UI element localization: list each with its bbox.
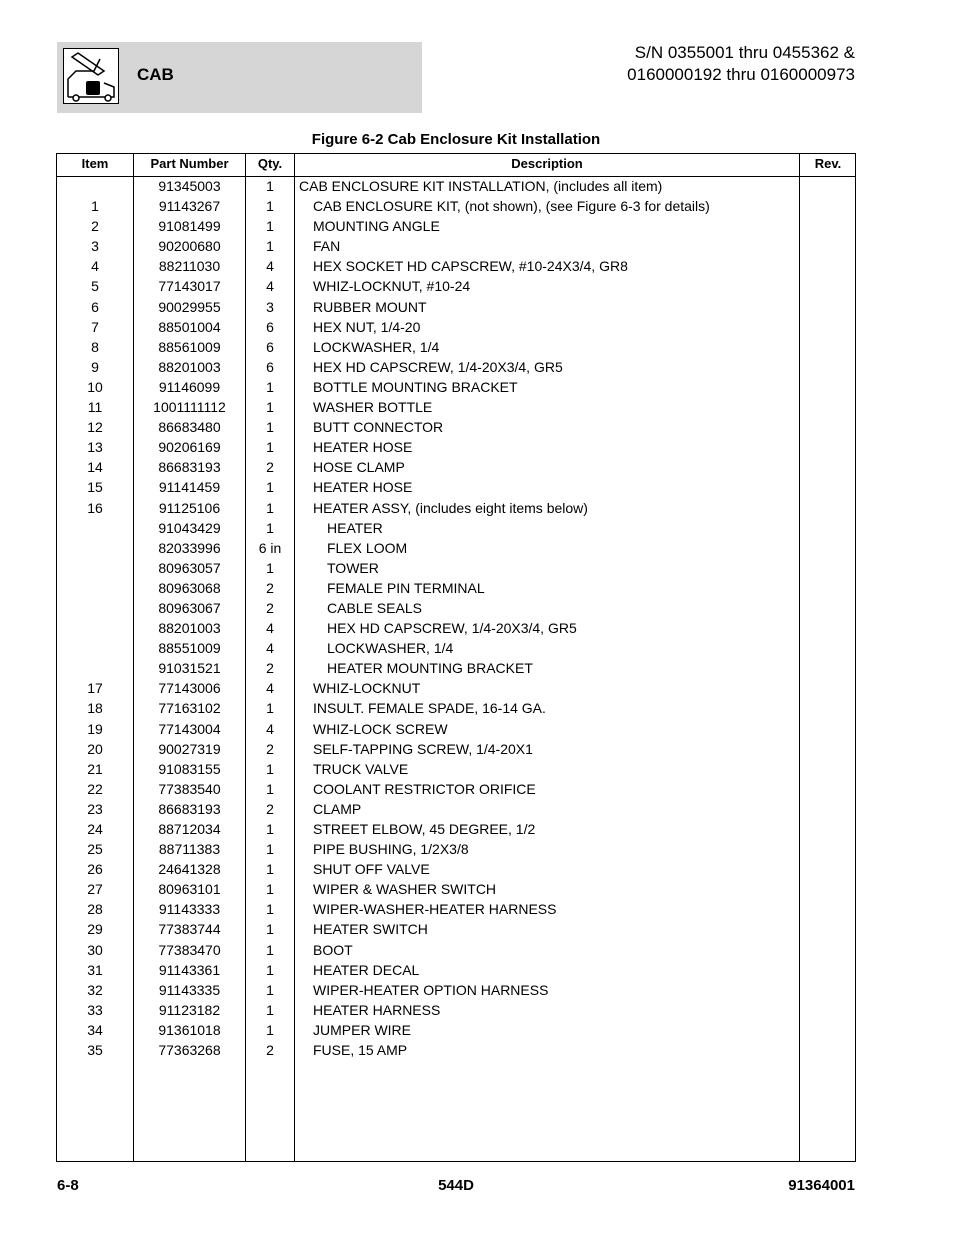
part-number-cell: 91125106 xyxy=(158,499,221,516)
description-cell: WHIZ-LOCKNUT, #10-24 xyxy=(313,278,471,295)
table-row xyxy=(57,237,855,257)
description-cell: TRUCK VALVE xyxy=(313,760,409,777)
item-cell: 7 xyxy=(91,318,99,335)
item-cell: 30 xyxy=(87,941,103,958)
item-cell: 10 xyxy=(87,378,103,395)
part-number-cell: 91141459 xyxy=(158,479,221,496)
description-cell: HEATER DECAL xyxy=(313,961,420,978)
qty-cell: 1 xyxy=(266,198,274,215)
part-number-cell: 88711383 xyxy=(158,841,221,858)
part-number-cell: 77383744 xyxy=(158,921,221,938)
description-cell: HEATER MOUNTING BRACKET xyxy=(327,660,533,677)
qty-cell: 1 xyxy=(266,419,274,436)
part-number-cell: 88201003 xyxy=(158,620,221,637)
item-cell: 23 xyxy=(87,800,103,817)
serial-line-1: S/N 0355001 thru 0455362 & xyxy=(634,43,855,62)
table-row xyxy=(57,217,855,237)
part-number-cell: 82033996 xyxy=(158,539,221,556)
description-cell: FLEX LOOM xyxy=(327,539,408,556)
qty-cell: 1 xyxy=(266,439,274,456)
table-row xyxy=(57,519,855,539)
item-cell: 33 xyxy=(87,1001,103,1018)
description-cell: MOUNTING ANGLE xyxy=(313,218,440,235)
qty-cell: 6 in xyxy=(258,539,282,556)
table-row xyxy=(57,619,855,639)
qty-cell: 1 xyxy=(266,780,274,797)
description-cell: FUSE, 15 AMP xyxy=(313,1042,408,1059)
part-number-cell: 77363268 xyxy=(158,1042,221,1059)
table-row xyxy=(57,358,855,378)
table-row xyxy=(57,1021,855,1041)
table-row xyxy=(57,900,855,920)
item-cell: 26 xyxy=(87,861,103,878)
qty-cell: 1 xyxy=(266,399,274,416)
part-number-cell: 91361018 xyxy=(158,1021,221,1038)
qty-cell: 2 xyxy=(266,800,274,817)
serial-range xyxy=(627,42,855,86)
table-row xyxy=(57,840,855,860)
part-number-cell: 91143333 xyxy=(158,901,221,918)
item-cell: 5 xyxy=(91,278,99,295)
table-row xyxy=(57,298,855,318)
item-cell: 13 xyxy=(87,439,103,456)
table-row xyxy=(57,418,855,438)
item-cell: 19 xyxy=(87,720,103,737)
qty-cell: 2 xyxy=(266,1042,274,1059)
part-number-cell: 90206169 xyxy=(158,439,221,456)
description-cell: HEATER ASSY, (includes eight items below) xyxy=(313,499,588,516)
qty-cell: 1 xyxy=(266,821,274,837)
item-cell: 3 xyxy=(91,238,99,255)
item-cell: 21 xyxy=(87,760,103,777)
description-cell: INSULT. FEMALE SPADE, 16-14 GA. xyxy=(313,700,546,717)
description-cell: WHIZ-LOCKNUT xyxy=(313,680,421,697)
qty-cell: 1 xyxy=(266,238,274,255)
item-cell: 14 xyxy=(87,459,103,476)
table-row xyxy=(57,961,855,981)
part-number-cell: 77143006 xyxy=(158,680,221,697)
description-cell: WASHER BOTTLE xyxy=(313,399,433,416)
part-number-cell: 77143004 xyxy=(158,720,221,737)
description-cell: WIPER & WASHER SWITCH xyxy=(313,881,497,898)
part-number-cell: 88551009 xyxy=(158,640,221,657)
item-cell: 4 xyxy=(91,258,99,275)
part-number-cell: 88201003 xyxy=(158,358,221,375)
qty-cell: 1 xyxy=(266,841,274,858)
part-number-cell: 24641328 xyxy=(158,861,221,878)
description-cell: LOCKWASHER, 1/4 xyxy=(313,338,440,355)
column-header-qty: Qty. xyxy=(257,156,283,171)
description-cell: CAB ENCLOSURE KIT, (not shown), (see Figure 6-3 for details) xyxy=(313,198,710,215)
qty-cell: 1 xyxy=(266,218,274,235)
table-row xyxy=(57,720,855,740)
table-row xyxy=(57,699,855,719)
column-header-rev: Rev. xyxy=(814,156,842,171)
description-cell: COOLANT RESTRICTOR ORIFICE xyxy=(313,780,536,797)
item-cell: 12 xyxy=(87,419,103,436)
description-cell: HEX SOCKET HD CAPSCREW, #10-24X3/4, GR8 xyxy=(313,258,628,275)
qty-cell: 1 xyxy=(266,921,274,938)
table-row xyxy=(57,820,855,840)
qty-cell: 1 xyxy=(266,941,274,958)
item-cell: 18 xyxy=(87,700,103,717)
qty-cell: 1 xyxy=(266,559,274,576)
part-number-cell: 86683480 xyxy=(158,419,221,436)
part-number-cell: 77383540 xyxy=(158,780,221,797)
table-row xyxy=(57,941,855,961)
qty-cell: 2 xyxy=(266,579,274,596)
table-row xyxy=(57,539,855,559)
qty-cell: 4 xyxy=(266,720,274,737)
description-cell: HEX NUT, 1/4-20 xyxy=(313,318,421,335)
item-cell: 32 xyxy=(87,981,103,998)
table-row xyxy=(57,197,855,217)
item-cell: 2 xyxy=(91,218,99,235)
item-cell: 16 xyxy=(87,499,103,516)
qty-cell: 1 xyxy=(266,961,274,978)
description-cell: HEX HD CAPSCREW, 1/4-20X3/4, GR5 xyxy=(313,358,563,375)
table-row xyxy=(57,559,855,579)
description-cell: HEX HD CAPSCREW, 1/4-20X3/4, GR5 xyxy=(327,620,577,637)
table-row xyxy=(57,981,855,1001)
description-cell: CAB ENCLOSURE KIT INSTALLATION, (includes all item) xyxy=(299,178,663,194)
table-row xyxy=(57,438,855,458)
item-cell: 34 xyxy=(87,1021,103,1038)
description-cell: SHUT OFF VALVE xyxy=(313,861,430,878)
qty-cell: 6 xyxy=(266,358,274,375)
description-cell: HEATER HOSE xyxy=(313,479,413,496)
table-row xyxy=(57,679,855,699)
qty-cell: 3 xyxy=(266,298,274,315)
description-cell: HOSE CLAMP xyxy=(313,459,405,476)
qty-cell: 4 xyxy=(266,620,274,637)
description-cell: BUTT CONNECTOR xyxy=(313,419,444,436)
part-number-cell: 90200680 xyxy=(158,238,221,255)
description-cell: STREET ELBOW, 45 DEGREE, 1/2 xyxy=(313,821,536,837)
part-number-cell: 88712034 xyxy=(158,821,221,837)
table-row xyxy=(57,277,855,297)
table-row xyxy=(57,599,855,619)
part-number-cell: 91345003 xyxy=(158,178,221,194)
item-cell: 35 xyxy=(87,1042,103,1059)
table-row xyxy=(57,338,855,358)
table-row xyxy=(57,257,855,277)
qty-cell: 6 xyxy=(266,318,274,335)
part-number-cell: 90027319 xyxy=(158,740,221,757)
table-row xyxy=(57,478,855,498)
item-cell: 11 xyxy=(87,399,103,416)
table-row xyxy=(57,1001,855,1021)
part-number-cell: 77383470 xyxy=(158,941,221,958)
qty-cell: 1 xyxy=(266,1021,274,1038)
part-number-cell: 91031521 xyxy=(158,660,221,677)
parts-table xyxy=(56,153,856,1162)
table-row xyxy=(57,780,855,800)
item-cell: 28 xyxy=(87,901,103,918)
description-cell: BOOT xyxy=(313,941,353,958)
part-number-cell: 80963068 xyxy=(158,579,221,596)
item-cell: 29 xyxy=(87,921,103,938)
table-row xyxy=(57,579,855,599)
table-row xyxy=(57,860,855,880)
description-cell: WHIZ-LOCK SCREW xyxy=(313,720,448,737)
item-cell: 6 xyxy=(91,298,99,315)
cab-section-icon xyxy=(63,48,119,104)
part-number-cell: 77143017 xyxy=(158,278,221,295)
table-row xyxy=(57,499,855,519)
qty-cell: 1 xyxy=(266,499,274,516)
part-number-cell: 86683193 xyxy=(158,459,221,476)
column-header-description: Description xyxy=(511,156,583,171)
qty-cell: 4 xyxy=(266,258,274,275)
section-title: CAB xyxy=(137,65,174,84)
page-number: 6-8 xyxy=(57,1177,79,1194)
table-row xyxy=(57,177,855,197)
item-cell: 27 xyxy=(87,881,103,898)
table-row xyxy=(57,318,855,338)
table-body xyxy=(57,177,855,1061)
part-number-cell: 1001111112 xyxy=(153,399,226,416)
description-cell: JUMPER WIRE xyxy=(313,1021,411,1038)
part-number-cell: 91146099 xyxy=(158,378,221,395)
qty-cell: 1 xyxy=(266,700,274,717)
item-cell: 15 xyxy=(87,479,103,496)
item-cell: 8 xyxy=(91,338,99,355)
qty-cell: 4 xyxy=(266,680,274,697)
description-cell: BOTTLE MOUNTING BRACKET xyxy=(313,378,518,395)
qty-cell: 1 xyxy=(266,861,274,878)
qty-cell: 1 xyxy=(266,519,274,536)
part-number-cell: 91143335 xyxy=(158,981,221,998)
item-cell: 22 xyxy=(87,780,103,797)
description-cell: HEATER xyxy=(327,519,383,536)
part-number-cell: 91143361 xyxy=(158,961,221,978)
part-number-cell: 91123182 xyxy=(158,1001,221,1018)
qty-cell: 4 xyxy=(266,640,274,657)
part-number-cell: 88211030 xyxy=(158,258,221,275)
qty-cell: 2 xyxy=(266,459,274,476)
table-row xyxy=(57,1041,855,1061)
description-cell: CABLE SEALS xyxy=(327,599,422,616)
table-row xyxy=(57,458,855,478)
table-row xyxy=(57,639,855,659)
table-row xyxy=(57,880,855,900)
description-cell: FAN xyxy=(313,238,341,255)
figure-title: Figure 6-2 Cab Enclosure Kit Installation xyxy=(311,131,601,148)
qty-cell: 2 xyxy=(266,660,274,677)
table-row xyxy=(57,760,855,780)
qty-cell: 1 xyxy=(266,178,274,194)
part-number-cell: 80963101 xyxy=(158,881,221,898)
qty-cell: 4 xyxy=(266,278,274,295)
description-cell: HEATER HARNESS xyxy=(313,1001,441,1018)
description-cell: WIPER-HEATER OPTION HARNESS xyxy=(313,981,549,998)
serial-line-2: 0160000192 thru 0160000973 xyxy=(627,65,855,84)
table-row xyxy=(57,378,855,398)
column-header-part-number: Part Number xyxy=(150,156,229,171)
qty-cell: 6 xyxy=(266,338,274,355)
item-cell: 24 xyxy=(87,821,103,837)
item-cell: 1 xyxy=(91,198,99,215)
part-number-cell: 91143267 xyxy=(158,198,221,215)
part-number-cell: 80963057 xyxy=(158,559,221,576)
qty-cell: 1 xyxy=(266,760,274,777)
description-cell: RUBBER MOUNT xyxy=(313,298,427,315)
description-cell: TOWER xyxy=(327,559,379,576)
table-row xyxy=(57,740,855,760)
qty-cell: 1 xyxy=(266,981,274,998)
part-number-cell: 88561009 xyxy=(158,338,221,355)
table-row xyxy=(57,800,855,820)
model-name: 544D xyxy=(438,1177,474,1194)
part-number-cell: 91043429 xyxy=(158,519,221,536)
description-cell: PIPE BUSHING, 1/2X3/8 xyxy=(313,841,469,858)
document-number: 91364001 xyxy=(788,1177,855,1194)
part-number-cell: 86683193 xyxy=(158,800,221,817)
qty-cell: 1 xyxy=(266,378,274,395)
table-row xyxy=(57,659,855,679)
column-header-item: Item xyxy=(81,156,109,171)
qty-cell: 1 xyxy=(266,1001,274,1018)
part-number-cell: 80963067 xyxy=(158,599,221,616)
qty-cell: 1 xyxy=(266,901,274,918)
part-number-cell: 91083155 xyxy=(158,760,221,777)
item-cell: 25 xyxy=(87,841,103,858)
table-row xyxy=(57,920,855,940)
item-cell: 17 xyxy=(87,680,103,697)
item-cell: 9 xyxy=(91,358,99,375)
part-number-cell: 77163102 xyxy=(158,700,221,717)
description-cell: CLAMP xyxy=(313,800,362,817)
part-number-cell: 90029955 xyxy=(158,298,221,315)
description-cell: LOCKWASHER, 1/4 xyxy=(327,640,454,657)
part-number-cell: 88501004 xyxy=(158,318,221,335)
table-row xyxy=(57,398,855,418)
qty-cell: 1 xyxy=(266,881,274,898)
qty-cell: 2 xyxy=(266,599,274,616)
item-cell: 20 xyxy=(87,740,103,757)
description-cell: HEATER SWITCH xyxy=(313,921,428,938)
description-cell: SELF-TAPPING SCREW, 1/4-20X1 xyxy=(313,740,533,757)
qty-cell: 1 xyxy=(266,479,274,496)
part-number-cell: 91081499 xyxy=(158,218,221,235)
description-cell: HEATER HOSE xyxy=(313,439,413,456)
item-cell: 31 xyxy=(87,961,103,978)
description-cell: FEMALE PIN TERMINAL xyxy=(327,579,485,596)
description-cell: WIPER-WASHER-HEATER HARNESS xyxy=(313,901,557,918)
qty-cell: 2 xyxy=(266,740,274,757)
